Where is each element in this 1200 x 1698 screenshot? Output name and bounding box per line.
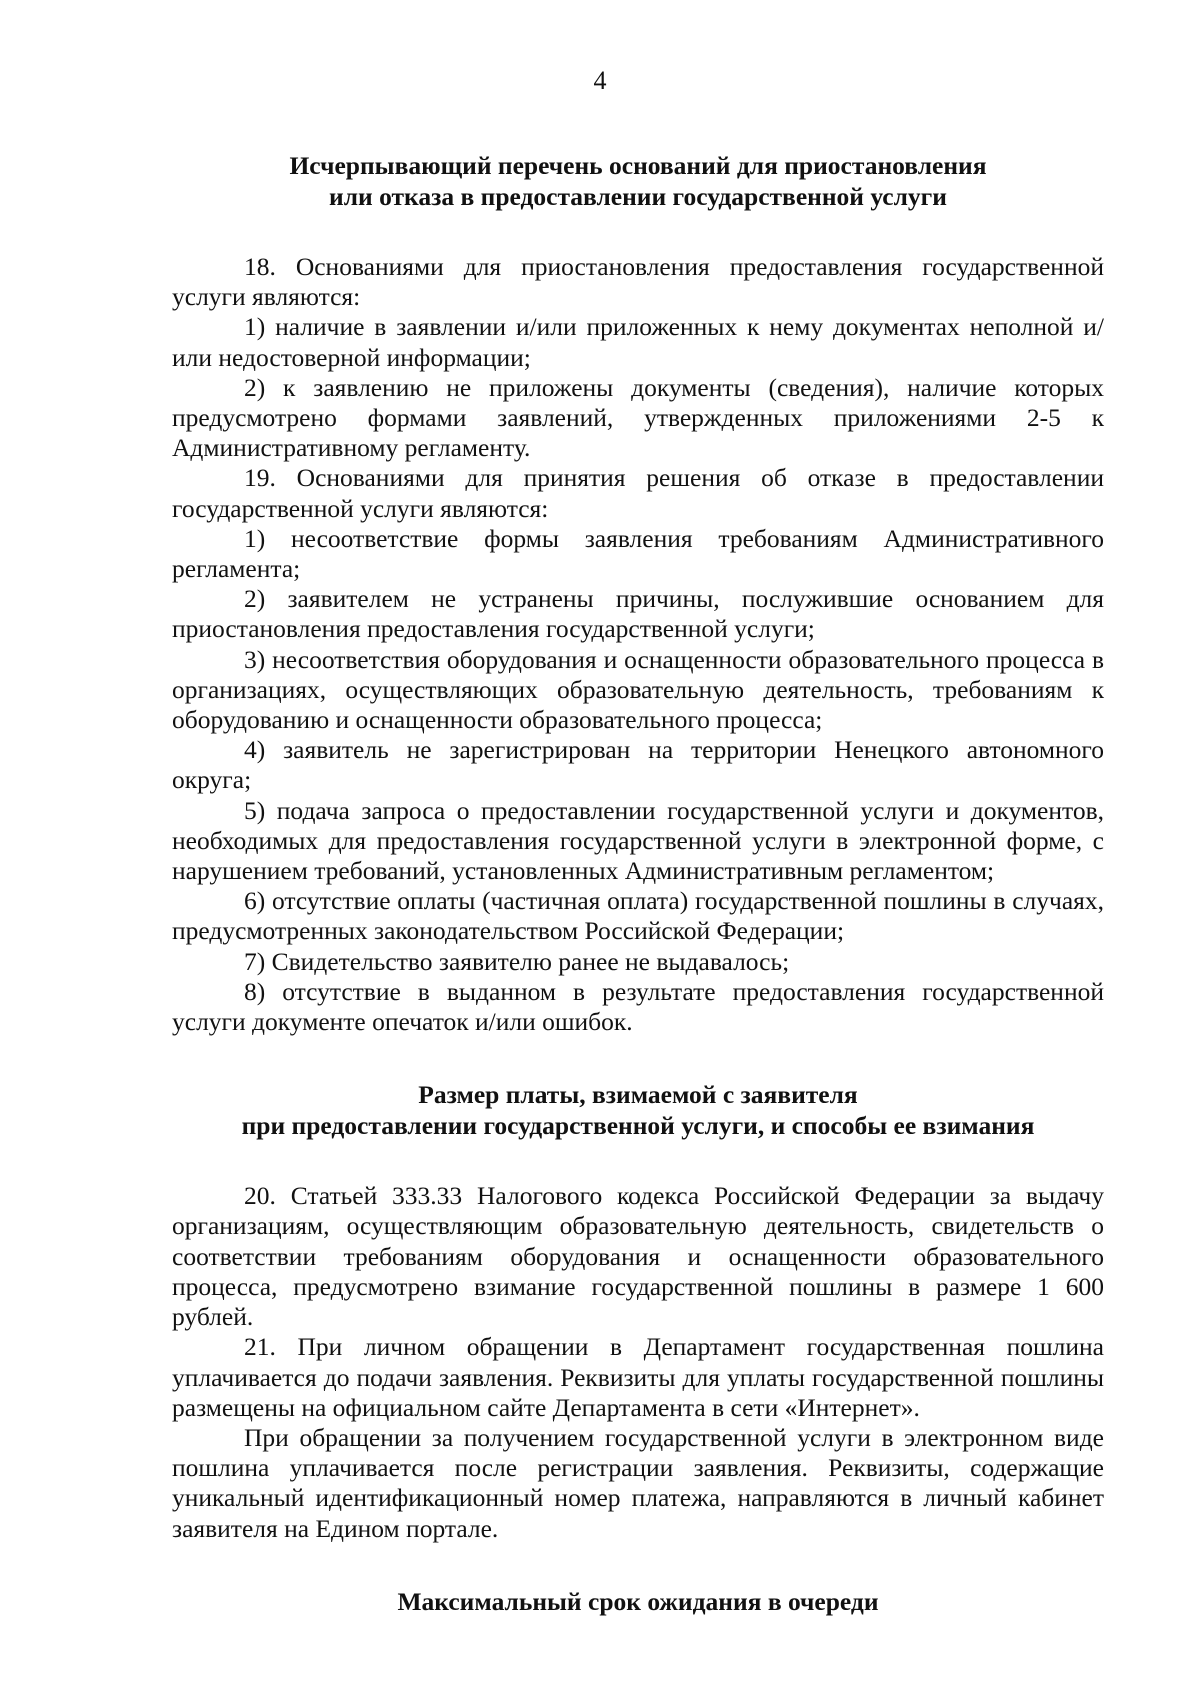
paragraph: 8) отсутствие в выданном в результате предоставления государственной услуги документе опечаток и/или ошибок.: [172, 976, 1104, 1037]
paragraph: 2) к заявлению не приложены документы (сведения), наличие которых предусмотрено формами заявлений, утвержденных приложениями 2-5 к Административному регламенту.: [172, 372, 1104, 463]
heading-line: Максимальный срок ожидания в очереди: [397, 1586, 879, 1616]
paragraph: 19. Основаниями для принятия решения об отказе в предоставлении государственной услуги являются:: [172, 463, 1104, 523]
paragraph: 18. Основаниями для приостановления предоставления государственной услуги являются:: [172, 252, 1104, 312]
paragraph: 20. Статьей 333.33 Налогового кодекса Российской Федерации за выдачу организациям, осуществляющим образовательную деятельность, свидетельств о соответствии требованиям оборудования и оснащенности образовательного процесса, предусмотрено взимание государственной пошлины в размере 1 600 рублей.: [172, 1181, 1104, 1332]
heading-line: или отказа в предоставлении государственной услуги: [329, 182, 947, 211]
paragraph: 1) несоответствие формы заявления требованиям Административного регламента;: [172, 523, 1104, 584]
paragraph: 5) подача запроса о предоставлении государственной услуги и документов, необходимых для предоставления государственной услуги в электронной форме, с нарушением требований, установленных Административным регламентом;: [172, 795, 1104, 886]
paragraph: При обращении за получением государственной услуги в электронном виде пошлина уплачивается после регистрации заявления. Реквизиты, содержащие уникальный идентификационный номер платежа, направляются в личный кабинет заявителя на Едином портале.: [172, 1422, 1104, 1543]
paragraph: 1) наличие в заявлении и/или приложенных к нему документах неполной и/или недостоверной информации;: [172, 312, 1104, 372]
section-heading-suspension-refusal: [172, 150, 1104, 212]
heading-line: Исчерпывающий перечень оснований для приостановления: [289, 151, 987, 180]
paragraph: 21. При личном обращении в Департамент государственная пошлина уплачивается до подачи заявления. Реквизиты для уплаты государственной пошлины размещены на официальном сайте Департамента в сети «Интернет».: [172, 1332, 1104, 1422]
paragraph: 7) Свидетельство заявителю ранее не выдавалось;: [244, 946, 790, 976]
heading-line: Размер платы, взимаемой с заявителя: [418, 1080, 858, 1110]
heading-line: при предоставлении государственной услуги, и способы ее взимания: [241, 1111, 1035, 1141]
paragraph: 4) заявитель не зарегистрирован на территории Ненецкого автономного округа;: [172, 735, 1104, 795]
page-number: 4: [593, 66, 607, 95]
section-heading-fee: [172, 1079, 1104, 1141]
section-heading-queue-time: [172, 1586, 1104, 1617]
paragraph: 3) несоответствия оборудования и оснащенности образовательного процесса в организациях, осуществляющих образовательную деятельность, требованиям к оборудованию и оснащенности образовательного процесса;: [172, 644, 1104, 735]
document-body: [172, 150, 1104, 1617]
paragraph: 6) отсутствие оплаты (частичная оплата) государственной пошлины в случаях, предусмотренных законодательством Российской Федерации;: [172, 886, 1104, 946]
paragraph: 2) заявителем не устранены причины, послужившие основанием для приостановления предоставления государственной услуги;: [172, 584, 1104, 644]
